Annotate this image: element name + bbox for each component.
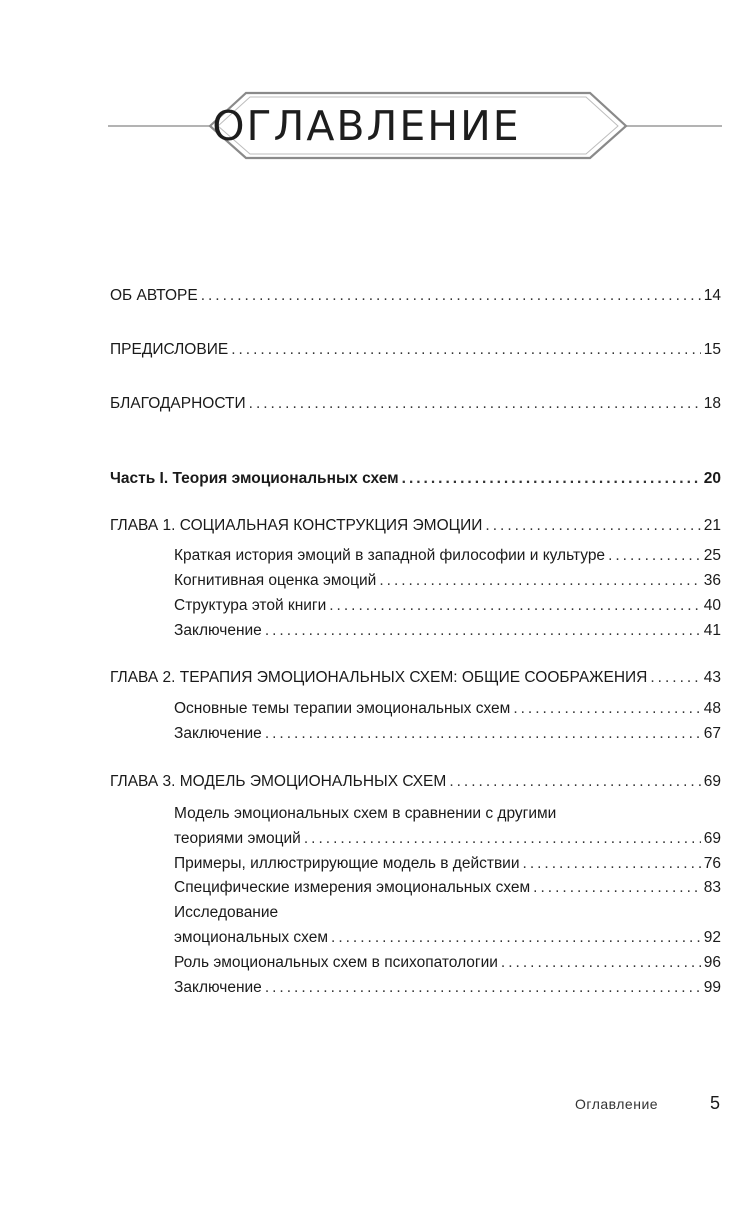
toc-entry-page: 48 bbox=[703, 700, 721, 717]
running-footer-label: Оглавление bbox=[575, 1096, 659, 1112]
page-title: ОГЛАВЛЕНИЕ bbox=[212, 102, 521, 150]
toc-entry-title: Роль эмоциональных схем в психопатологии bbox=[174, 954, 498, 971]
toc-section[interactable] bbox=[174, 977, 721, 999]
toc-section[interactable] bbox=[174, 952, 721, 974]
dot-leader bbox=[513, 698, 700, 720]
dot-leader bbox=[608, 545, 701, 567]
toc-entry-page: 20 bbox=[703, 470, 721, 487]
dot-leader bbox=[533, 877, 701, 899]
dot-leader bbox=[201, 285, 701, 307]
toc-entry-page: 83 bbox=[703, 879, 721, 896]
dot-leader bbox=[501, 952, 701, 974]
dot-leader bbox=[304, 828, 701, 850]
toc-section[interactable] bbox=[174, 927, 721, 949]
toc-entry-title: Основные темы терапии эмоциональных схем bbox=[174, 700, 511, 717]
dot-leader bbox=[331, 927, 701, 949]
dot-leader bbox=[523, 853, 701, 875]
dot-leader bbox=[379, 570, 700, 592]
toc-section[interactable] bbox=[174, 828, 721, 850]
dot-leader bbox=[329, 595, 701, 617]
toc-entry-page: 21 bbox=[703, 517, 721, 534]
toc-section-first-line: Исследование bbox=[174, 904, 279, 921]
toc-entry-about-author[interactable] bbox=[110, 285, 721, 307]
toc-chapter-3[interactable] bbox=[110, 771, 721, 793]
dot-leader bbox=[265, 620, 701, 642]
toc-entry-page: 96 bbox=[703, 954, 721, 971]
toc-entry-title: БЛАГОДАРНОСТИ bbox=[110, 395, 246, 412]
toc-entry-title: Часть I. Теория эмоциональных схем bbox=[110, 470, 399, 487]
toc-entry-page: 69 bbox=[703, 773, 721, 790]
toc-section[interactable] bbox=[174, 723, 721, 745]
toc-section[interactable] bbox=[174, 853, 721, 875]
toc-entry-title: ГЛАВА 1. СОЦИАЛЬНАЯ КОНСТРУКЦИЯ ЭМОЦИИ bbox=[110, 517, 483, 534]
toc-entry-page: 76 bbox=[703, 855, 721, 872]
toc-entry-title: Специфические измерения эмоциональных схем bbox=[174, 879, 531, 896]
dot-leader bbox=[485, 515, 700, 537]
toc-entry-title: теориями эмоций bbox=[174, 830, 301, 847]
toc-entry-preface[interactable] bbox=[110, 339, 721, 361]
toc-entry-title: Краткая история эмоций в западной философии и культуре bbox=[174, 547, 606, 564]
toc-entry-page: 92 bbox=[703, 929, 721, 946]
toc-entry-page: 43 bbox=[703, 669, 721, 686]
toc-entry-title: ГЛАВА 2. ТЕРАПИЯ ЭМОЦИОНАЛЬНЫХ СХЕМ: ОБЩИЕ СООБРАЖЕНИЯ bbox=[110, 669, 648, 686]
toc-entry-page: 15 bbox=[703, 341, 721, 358]
dot-leader bbox=[402, 468, 701, 490]
toc-entry-page: 18 bbox=[703, 395, 721, 412]
toc-entry-title: Заключение bbox=[174, 725, 262, 742]
toc-entry-page: 99 bbox=[703, 979, 721, 996]
toc-entry-page: 25 bbox=[703, 547, 721, 564]
toc-section-first-line: Модель эмоциональных схем в сравнении с другими bbox=[174, 805, 557, 822]
dot-leader bbox=[249, 393, 701, 415]
toc-entry-title: ОБ АВТОРЕ bbox=[110, 287, 198, 304]
dot-leader bbox=[265, 723, 701, 745]
toc-entry-page: 67 bbox=[703, 725, 721, 742]
toc-chapter-1[interactable] bbox=[110, 515, 721, 537]
toc-entry-title: эмоциональных схем bbox=[174, 929, 329, 946]
toc-section[interactable] bbox=[174, 877, 721, 899]
toc-entry-title: ГЛАВА 3. МОДЕЛЬ ЭМОЦИОНАЛЬНЫХ СХЕМ bbox=[110, 773, 447, 790]
dot-leader bbox=[265, 977, 701, 999]
toc-entry-page: 14 bbox=[703, 287, 721, 304]
toc-entry-acknowledgements[interactable] bbox=[110, 393, 721, 415]
page-number: 5 bbox=[710, 1093, 721, 1113]
dot-leader bbox=[650, 667, 700, 689]
toc-entry-page: 40 bbox=[703, 597, 721, 614]
toc-section[interactable] bbox=[174, 620, 721, 642]
toc-part-1[interactable] bbox=[110, 468, 721, 490]
toc-section[interactable] bbox=[174, 595, 721, 617]
toc-entry-title: Заключение bbox=[174, 979, 262, 996]
toc-section[interactable] bbox=[174, 545, 721, 567]
toc-entry-title: ПРЕДИСЛОВИЕ bbox=[110, 341, 229, 358]
toc-chapter-2[interactable] bbox=[110, 667, 721, 689]
dot-leader bbox=[231, 339, 701, 361]
toc-entry-page: 69 bbox=[703, 830, 721, 847]
toc-entry-title: Структура этой книги bbox=[174, 597, 327, 614]
toc-entry-title: Примеры, иллюстрирующие модель в действии bbox=[174, 855, 520, 872]
dot-leader bbox=[449, 771, 700, 793]
toc-entry-page: 41 bbox=[703, 622, 721, 639]
toc-entry-title: Когнитивная оценка эмоций bbox=[174, 572, 377, 589]
toc-entry-page: 36 bbox=[703, 572, 721, 589]
toc-section[interactable] bbox=[174, 698, 721, 720]
toc-entry-title: Заключение bbox=[174, 622, 262, 639]
toc-section[interactable] bbox=[174, 570, 721, 592]
